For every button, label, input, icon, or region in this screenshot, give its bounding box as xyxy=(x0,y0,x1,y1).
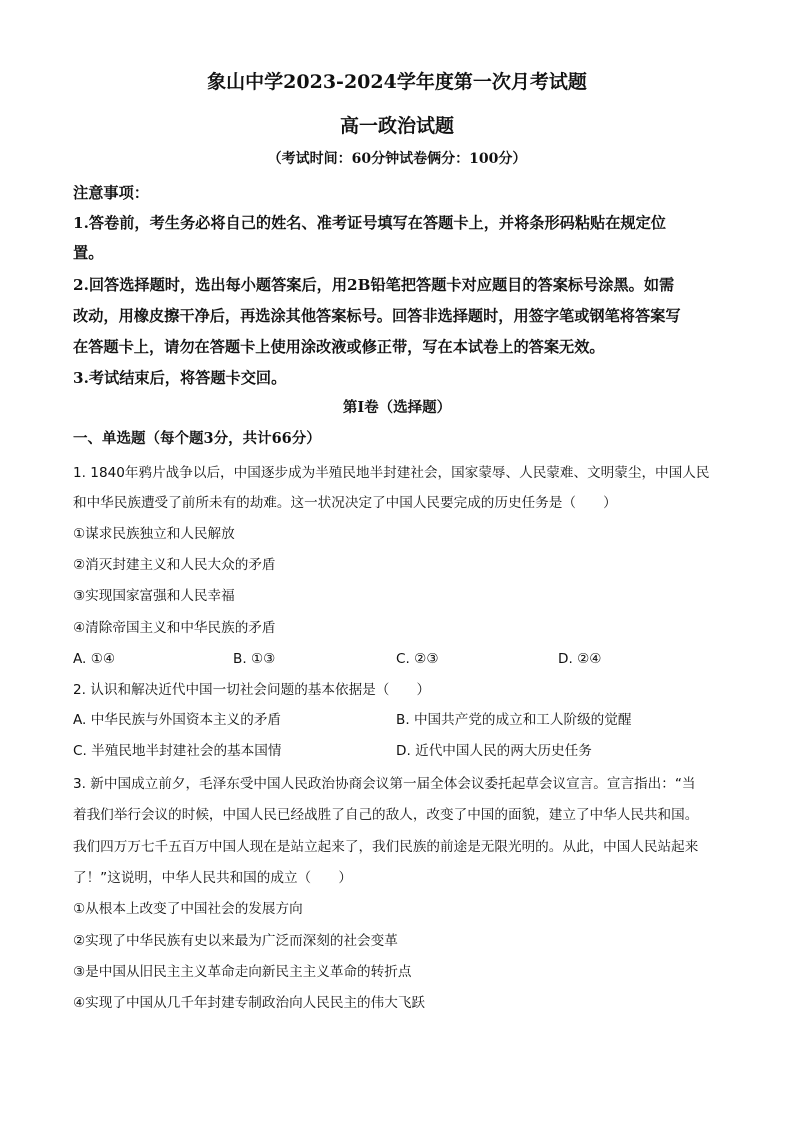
q2-option-d[interactable]: D. 近代中国人民的两大历史任务 xyxy=(396,743,592,759)
q2-option-a[interactable]: A. 中华民族与外国资本主义的矛盾 xyxy=(73,712,282,728)
part-title: 一、单选题（每个题3分，共计66分） xyxy=(73,430,321,447)
q3-stem-line: 3. 新中国成立前夕，毛泽东受中国人民政治协商会议第一届全体会议委托起草会议宣言。宣言指出：“当 xyxy=(73,776,696,792)
exam-info: （考试时间：60分钟试卷俩分：100分） xyxy=(267,151,527,167)
q1-item: ②消灭封建主义和人民大众的矛盾 xyxy=(73,557,276,573)
q1-item: ③实现国家富强和人民幸福 xyxy=(73,588,235,604)
q1-option-a[interactable]: A. ①④ xyxy=(73,651,116,667)
q2-option-b[interactable]: B. 中国共产党的成立和工人阶级的觉醒 xyxy=(396,712,632,728)
q1-item: ④清除帝国主义和中华民族的矛盾 xyxy=(73,620,276,636)
q1-option-c[interactable]: C. ②③ xyxy=(396,651,439,667)
volume-title: 第Ⅰ卷（选择题） xyxy=(342,399,452,416)
q3-item: ④实现了中国从几千年封建专制政治向人民民主的伟大飞跃 xyxy=(73,995,426,1011)
notice-line: 2.回答选择题时，选出每小题答案后，用2B铅笔把答题卡对应题目的答案标号涂黑。如需 xyxy=(73,276,675,294)
notice-line: 在答题卡上，请勿在答题卡上使用涂改液或修正带，写在本试卷上的答案无效。 xyxy=(73,338,605,356)
notice-line: 改动，用橡皮擦干净后，再选涂其他答案标号。回答非选择题时，用签字笔或钢笔将答案写 xyxy=(73,307,681,325)
notice-line: 置。 xyxy=(73,244,104,262)
notice-line: 1.答卷前，考生务必将自己的姓名、准考证号填写在答题卡上，并将条形码粘贴在规定位 xyxy=(73,214,666,232)
q1-option-b[interactable]: B. ①③ xyxy=(233,651,276,667)
q3-stem-line: 我们四万万七千五百万中国人现在是站立起来了，我们民族的前途是无限光明的。从此，中国人民站起来 xyxy=(73,839,699,855)
q3-item: ②实现了中华民族有史以来最为广泛而深刻的社会变革 xyxy=(73,933,398,949)
exam-subtitle: 高一政治试题 xyxy=(339,115,454,137)
notice-heading: 注意事项： xyxy=(73,184,149,202)
q1-stem-line: 1. 1840年鸦片战争以后，中国逐步成为半殖民地半封建社会，国家蒙辱、人民蒙难、文明蒙尘，中国人民 xyxy=(73,465,710,481)
exam-title: 象山中学2023-2024学年度第一次月考试题 xyxy=(207,71,587,93)
q3-item: ①从根本上改变了中国社会的发展方向 xyxy=(73,901,303,917)
q1-item: ①谋求民族独立和人民解放 xyxy=(73,526,235,542)
q3-stem-line: 着我们举行会议的时候，中国人民已经战胜了自己的敌人，改变了中国的面貌，建立了中华人民共和国。 xyxy=(73,807,699,823)
q1-option-d[interactable]: D. ②④ xyxy=(558,651,602,667)
q2-stem: 2. 认识和解决近代中国一切社会问题的基本依据是（ ） xyxy=(73,682,431,698)
q2-option-c[interactable]: C. 半殖民地半封建社会的基本国情 xyxy=(73,743,282,759)
q3-item: ③是中国从旧民主主义革命走向新民主主义革命的转折点 xyxy=(73,964,412,980)
notice-line: 3.考试结束后，将答题卡交回。 xyxy=(73,369,287,387)
q1-stem-line: 和中华民族遭受了前所未有的劫难。这一状况决定了中国人民要完成的历史任务是（ ） xyxy=(73,495,617,511)
q3-stem-line: 了！”这说明，中华人民共和国的成立（ ） xyxy=(73,870,352,886)
